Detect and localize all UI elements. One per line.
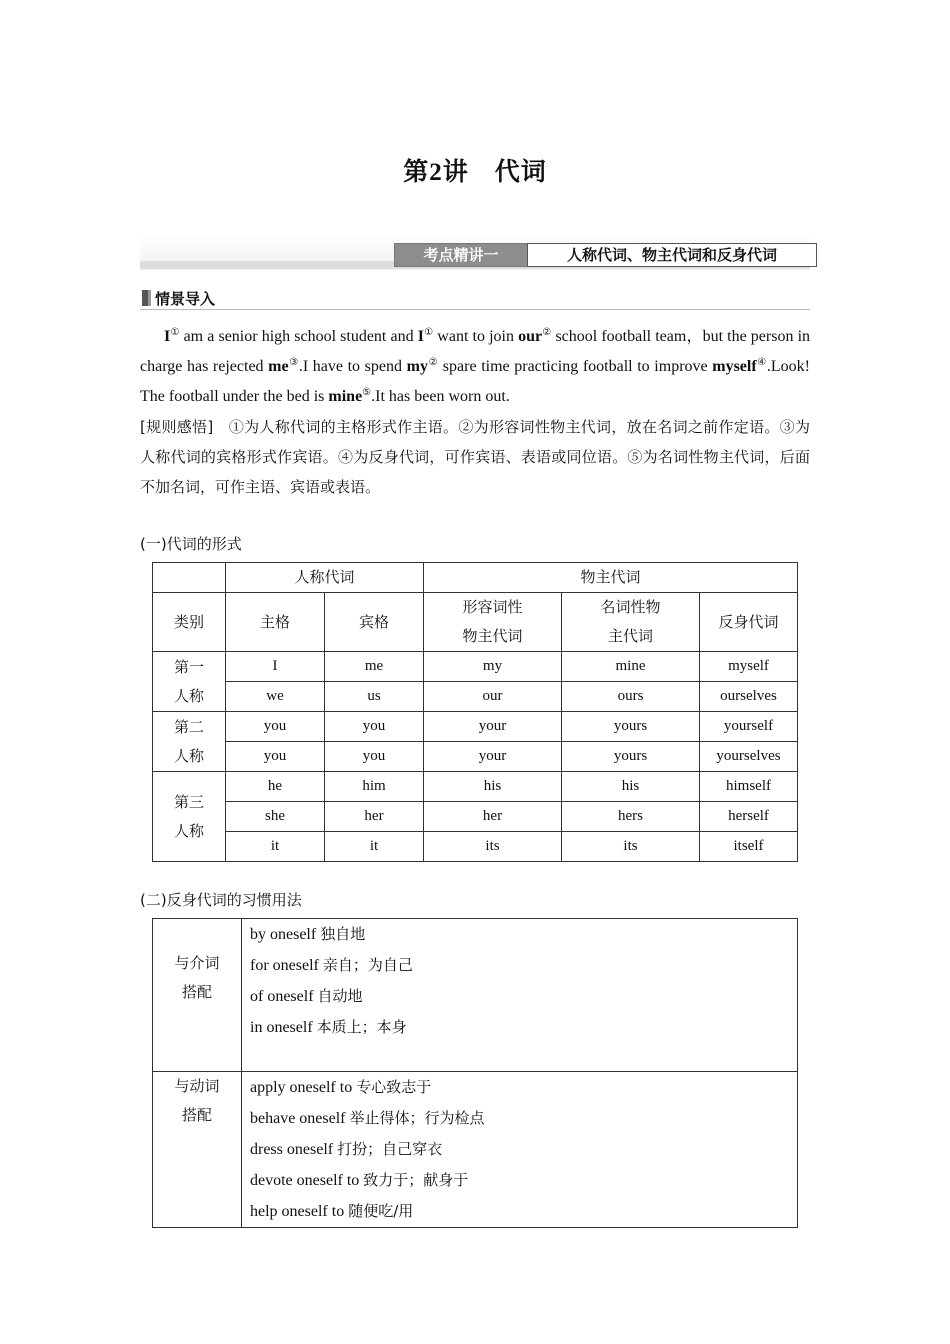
table-row — [153, 682, 798, 712]
title-suffix: 讲 代词 — [442, 157, 547, 186]
header-noun-possessive: 名词性物 主代词 — [562, 593, 700, 652]
cell: she — [226, 802, 325, 832]
cell: ours — [562, 682, 700, 712]
cell: you — [325, 742, 424, 772]
list-item: for oneself 亲自；为自己 — [250, 956, 413, 974]
cell: your — [424, 712, 562, 742]
table-row — [153, 652, 798, 682]
list-item: of oneself 自动地 — [250, 987, 363, 1005]
cell: it — [325, 832, 424, 862]
rule-text: ①为人称代词的主格形式作主语。②为形容词性物主代词，放在名词之前作定语。③为人称代词的宾格形式作宾语。④为反身代词，可作宾语、表语或同位语。⑤为名词性物主代词，后面不加名词，可作主语、宾语或表语。 — [140, 418, 810, 496]
cell: itself — [700, 832, 798, 862]
cell: mine — [562, 652, 700, 682]
intro-paragraph: I① am a senior high school student and I① want to join our② school football team，but the person in charge has rejected me③.I have to spend my② spare time practicing football to improve myself④.Look! The football under the bed is mine⑤.It has been worn out. — [140, 327, 811, 405]
table-row — [153, 772, 798, 802]
list-item: apply oneself to 专心致志于 — [250, 1078, 432, 1096]
cell: our — [424, 682, 562, 712]
cell: you — [226, 712, 325, 742]
cell: hers — [562, 802, 700, 832]
list-item: behave oneself 举止得体；行为检点 — [250, 1109, 485, 1127]
table-cell-empty — [153, 563, 226, 593]
title-prefix: 第 — [403, 157, 430, 186]
title-number: 2 — [429, 159, 443, 186]
group-preposition-items — [242, 919, 798, 1072]
group-verb-items — [242, 1072, 798, 1228]
header-adjective-possessive: 形容词性 物主代词 — [424, 593, 562, 652]
subheading — [140, 287, 810, 310]
table-row — [153, 832, 798, 862]
table-row — [153, 802, 798, 832]
cell: its — [424, 832, 562, 862]
person-first: 第一 人称 — [153, 652, 226, 712]
cell: yourselves — [700, 742, 798, 772]
subheading-text: 情景导入 — [155, 290, 216, 308]
reflexive-usage-table — [152, 918, 798, 1228]
list-item: by oneself 独自地 — [250, 925, 366, 943]
header-reflexive: 反身代词 — [700, 593, 798, 652]
cell: himself — [700, 772, 798, 802]
cell: your — [424, 742, 562, 772]
section-title-usage: (二)反身代词的习惯用法 — [140, 891, 302, 909]
pronoun-forms-table — [152, 562, 798, 862]
cell: yourself — [700, 712, 798, 742]
cell: myself — [700, 652, 798, 682]
person-third: 第三 人称 — [153, 772, 226, 862]
rule-insight — [140, 412, 810, 502]
table-row — [153, 919, 798, 1072]
rule-label: [规则感悟] — [140, 418, 214, 436]
cell: my — [424, 652, 562, 682]
cell: us — [325, 682, 424, 712]
cell: it — [226, 832, 325, 862]
header-category: 类别 — [153, 593, 226, 652]
cell: him — [325, 772, 424, 802]
table-row — [153, 742, 798, 772]
cell: he — [226, 772, 325, 802]
cell: herself — [700, 802, 798, 832]
cell: you — [325, 712, 424, 742]
header-personal: 人称代词 — [226, 563, 424, 593]
cell: yours — [562, 712, 700, 742]
section-banner — [140, 232, 810, 270]
page-title — [0, 152, 950, 188]
banner-label: 人称代词、物主代词和反身代词 — [527, 243, 817, 267]
cell: I — [226, 652, 325, 682]
header-possessive: 物主代词 — [424, 563, 798, 593]
cell: you — [226, 742, 325, 772]
cell: ourselves — [700, 682, 798, 712]
cell: her — [325, 802, 424, 832]
list-item: dress oneself 打扮；自己穿衣 — [250, 1140, 443, 1158]
cell: its — [562, 832, 700, 862]
list-item: help oneself to 随便吃/用 — [250, 1202, 414, 1220]
cell: his — [424, 772, 562, 802]
cell: we — [226, 682, 325, 712]
header-subject: 主格 — [226, 593, 325, 652]
group-verb: 与动词 搭配 — [153, 1072, 242, 1228]
subheading-marker-light — [148, 290, 151, 306]
list-item: in oneself 本质上；本身 — [250, 1018, 407, 1036]
table-row — [153, 1072, 798, 1228]
cell: yours — [562, 742, 700, 772]
cell: his — [562, 772, 700, 802]
list-item: devote oneself to 致力于；献身于 — [250, 1171, 469, 1189]
cell: me — [325, 652, 424, 682]
cell: her — [424, 802, 562, 832]
section-title-forms: (一)代词的形式 — [140, 535, 242, 553]
group-preposition: 与介词 搭配 — [153, 919, 242, 1072]
header-object: 宾格 — [325, 593, 424, 652]
banner-tag: 考点精讲一 — [394, 243, 528, 267]
person-second: 第二 人称 — [153, 712, 226, 772]
table-row — [153, 712, 798, 742]
